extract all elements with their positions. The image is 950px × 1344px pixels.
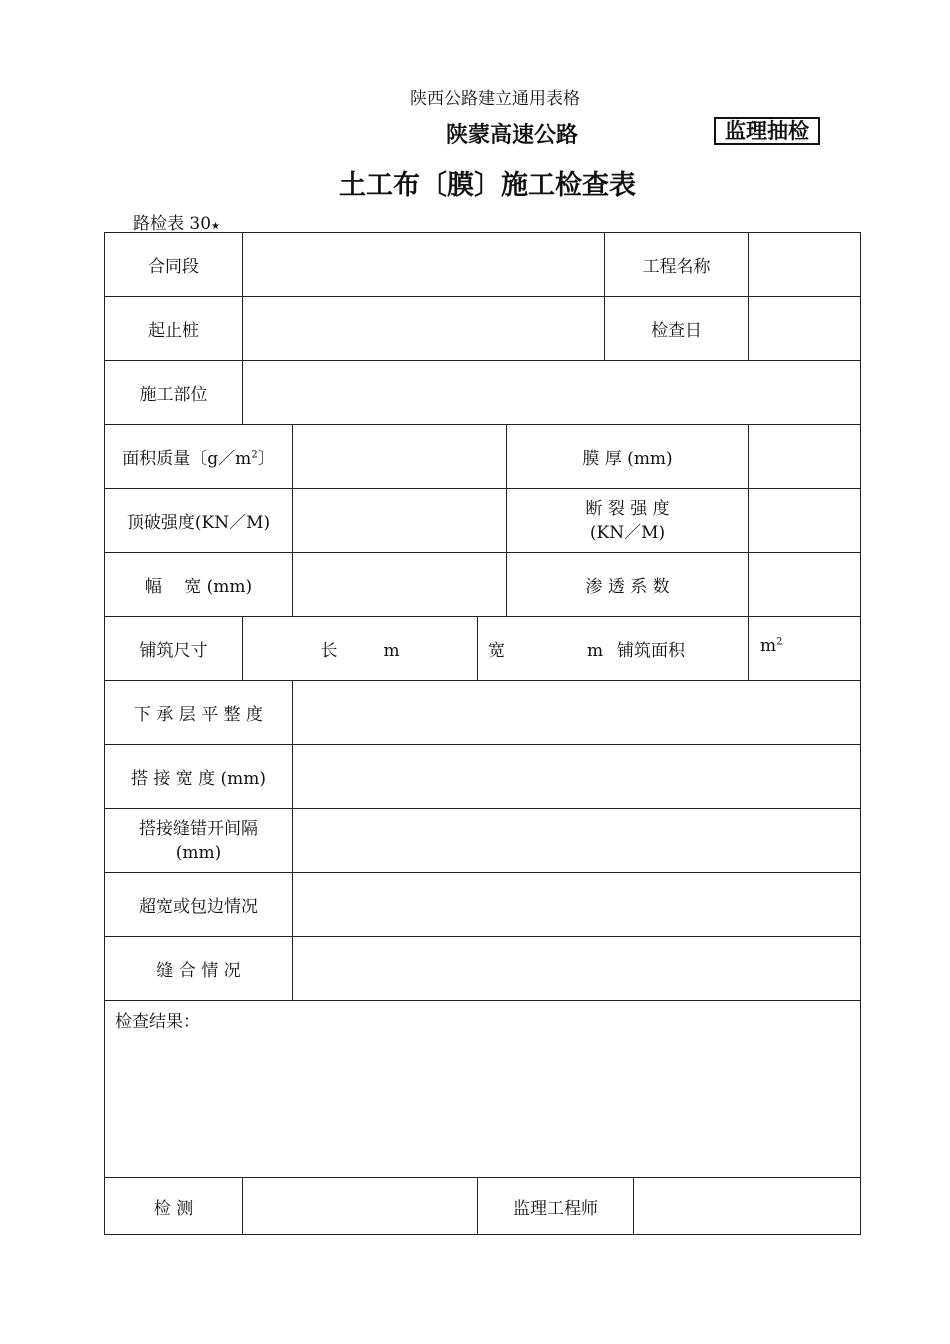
break-strength-line2: (KN／M): [589, 522, 666, 543]
table-row: [105, 873, 861, 937]
film-thickness-value[interactable]: [749, 425, 861, 489]
break-strength-line1: 断 裂 强 度: [585, 498, 670, 519]
seam-offset-label: [105, 809, 293, 873]
location-value[interactable]: [243, 361, 861, 425]
permeability-label: 渗 透 系 数: [507, 553, 749, 617]
overlap-width-value[interactable]: [293, 745, 861, 809]
seam-offset-value[interactable]: [293, 809, 861, 873]
star-icon: ★: [211, 221, 221, 232]
width-value[interactable]: [293, 553, 507, 617]
width-label: 幅 宽 (mm): [105, 553, 293, 617]
table-row: [105, 553, 861, 617]
paving-area-label: [617, 636, 685, 661]
supervision-stamp: 监理抽检: [714, 117, 820, 145]
area-mass-sup: 2: [251, 449, 258, 461]
table-row: [105, 489, 861, 553]
burst-strength-label: 顶破强度(KN／M): [105, 489, 293, 553]
table-row: [105, 1001, 861, 1178]
station-label: 起止桩: [105, 297, 243, 361]
seaming-label: 缝 合 情 况: [105, 937, 293, 1001]
seaming-value[interactable]: [293, 937, 861, 1001]
area-mass-label: [105, 425, 293, 489]
paving-area-unit: [760, 636, 783, 656]
contract-value[interactable]: [243, 233, 605, 297]
inspection-form-table: [104, 232, 861, 1235]
edge-wrap-label: 超宽或包边情况: [105, 873, 293, 937]
table-row: [105, 617, 861, 681]
table-row: [105, 937, 861, 1001]
project-name-value[interactable]: [749, 233, 861, 297]
location-label: 施工部位: [105, 361, 243, 425]
seam-offset-line1: 搭接缝错开间隔: [139, 818, 258, 839]
table-row: [105, 425, 861, 489]
length-unit: m: [383, 641, 400, 661]
table-row: [105, 361, 861, 425]
seam-offset-line2: (mm): [175, 842, 222, 863]
inspector-value[interactable]: [243, 1178, 478, 1235]
table-row: [105, 1178, 861, 1235]
area-mass-end: 〕: [257, 449, 275, 469]
station-value[interactable]: [243, 297, 605, 361]
permeability-value[interactable]: [749, 553, 861, 617]
paving-area-text: 铺筑面积: [617, 641, 685, 661]
width-unit: m: [587, 641, 604, 661]
area-mass-value[interactable]: [293, 425, 507, 489]
table-row: [105, 233, 861, 297]
result-label: 检查结果：: [115, 1012, 200, 1032]
engineer-label: 监理工程师: [478, 1178, 634, 1235]
length-label: 长: [320, 641, 338, 661]
break-strength-value[interactable]: [749, 489, 861, 553]
engineer-value[interactable]: [634, 1178, 861, 1235]
project-name: 陕蒙高速公路: [446, 123, 579, 148]
paving-area-unit-text: m: [760, 636, 777, 656]
flatness-label: 下 承 层 平 整 度: [105, 681, 293, 745]
result-area[interactable]: [105, 1001, 861, 1178]
contract-label: 合同段: [105, 233, 243, 297]
table-row: [105, 681, 861, 745]
project-name-label: 工程名称: [605, 233, 749, 297]
inspector-label: 检 测: [105, 1178, 243, 1235]
form-number-text: 路检表 30: [133, 214, 212, 234]
form-title: 土工布〔膜〕施工检查表: [339, 170, 636, 201]
check-date-value[interactable]: [749, 297, 861, 361]
check-date-label: 检查日: [605, 297, 749, 361]
paving-length-cell[interactable]: [243, 617, 478, 681]
film-thickness-label: 膜 厚 (mm): [507, 425, 749, 489]
form-series-header: 陕西公路建立通用表格: [410, 89, 580, 109]
paving-area-sup: 2: [776, 636, 783, 648]
area-mass-text: 面积质量〔g／m: [122, 449, 252, 469]
table-row: [105, 809, 861, 873]
flatness-value[interactable]: [293, 681, 861, 745]
table-row: [105, 297, 861, 361]
paving-size-label: 铺筑尺寸: [105, 617, 243, 681]
table-row: [105, 745, 861, 809]
form-number: [133, 209, 220, 234]
width-short-label: 宽: [488, 641, 505, 661]
paving-width-cell[interactable]: [478, 617, 749, 681]
burst-strength-value[interactable]: [293, 489, 507, 553]
overlap-width-label: 搭 接 宽 度 (mm): [105, 745, 293, 809]
break-strength-label: [507, 489, 749, 553]
edge-wrap-value[interactable]: [293, 873, 861, 937]
